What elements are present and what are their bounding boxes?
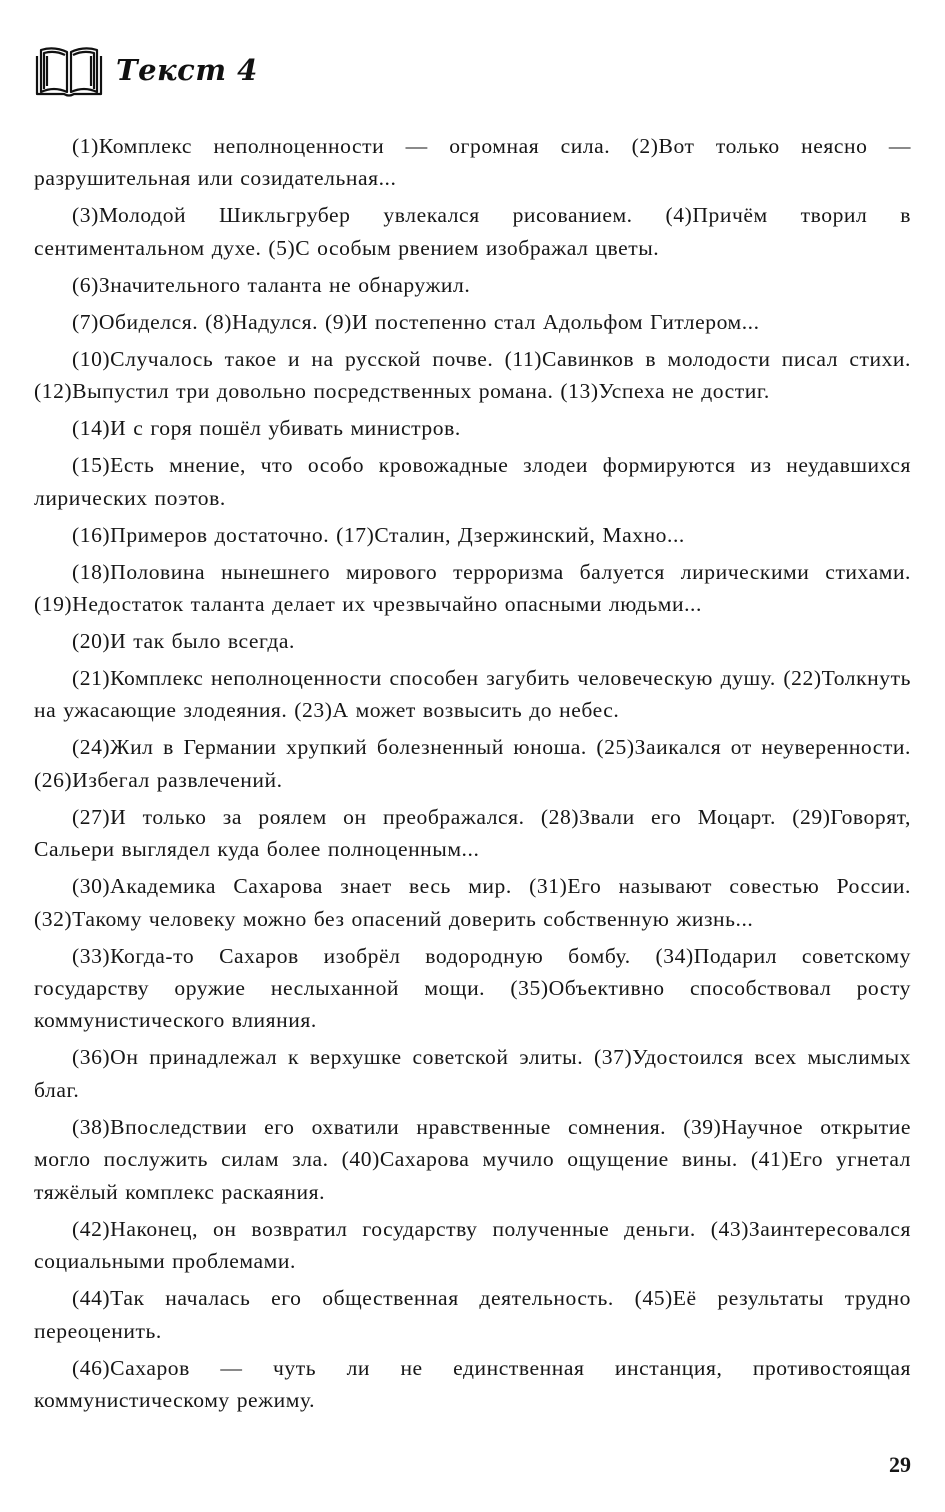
- paragraph: (30)Академика Сахарова знает весь мир. (31)Его называют совестью России. (32)Такому человеку можно без опасений доверить собственную жизнь...: [34, 874, 911, 931]
- page-number: 29: [889, 1452, 911, 1477]
- paragraph: (7)Обиделся. (8)Надулся. (9)И постепенно стал Адольфом Гитлером...: [72, 309, 760, 334]
- paragraph: (10)Случалось такое и на русской почве. (11)Савинков в молодости писал стихи. (12)Выпустил три довольно посредственных романа. (13)Успеха не достиг.: [34, 346, 911, 404]
- paragraph: (38)Впоследствии его охватили нравственные сомнения. (39)Научное открытие могло послужить силам зла. (40)Сахарова мучило ощущение вины. (41)Его угнетал тяжёлый комплекс раскаяния.: [34, 1114, 911, 1204]
- paragraph: (24)Жил в Германии хрупкий болезненный юноша. (25)Заикался от неуверенности. (26)Избегал развлечений.: [34, 735, 911, 792]
- paragraph: (33)Когда-то Сахаров изобрёл водородную бомбу. (34)Подарил советскому государству оружие неслыханной мощи. (35)Объективно способствовал росту коммунистического влияния.: [34, 943, 911, 1033]
- text-header: [34, 40, 258, 100]
- paragraph: (44)Так началась его общественная деятельность. (45)Её результаты трудно переоценить.: [34, 1286, 911, 1343]
- paragraph: (21)Комплекс неполноценности способен загубить человеческую душу. (22)Толкнуть на ужасающие злодеяния. (23)А может возвысить до небес.: [34, 666, 911, 723]
- paragraph: (1)Комплекс неполноценности — огромная сила. (2)Вот только неясно — разрушительная или созидательная...: [34, 134, 911, 191]
- paragraph: (20)И так было всегда.: [72, 629, 295, 654]
- paragraph: (6)Значительного таланта не обнаружил.: [72, 272, 471, 297]
- text-title: Текст 4: [116, 53, 258, 87]
- paragraph: (27)И только за роялем он преображался. (28)Звали его Моцарт. (29)Говорят, Сальери выглядел куда более полноценным...: [34, 804, 911, 862]
- paragraph: (3)Молодой Шикльгрубер увлекался рисованием. (4)Причём творил в сентиментальном духе. (5)С особым рвением изображал цветы.: [34, 203, 911, 260]
- paragraph: (18)Половина нынешнего мирового терроризма балуется лирическими стихами. (19)Недостаток таланта делает их чрезвычайно опасными людьми...: [34, 559, 911, 617]
- open-book-icon: [34, 42, 104, 98]
- paragraph: (42)Наконец, он возвратил государству полученные деньги. (43)Заинтересовался социальными проблемами.: [34, 1216, 911, 1274]
- paragraph: (16)Примеров достаточно. (17)Сталин, Дзержинский, Махно...: [72, 522, 685, 547]
- paragraph: (46)Сахаров — чуть ли не единственная инстанция, противостоящая коммунистическому режиму.: [34, 1355, 911, 1412]
- paragraph: (15)Есть мнение, что особо кровожадные злодеи формируются из неудавшихся лирических поэтов.: [34, 453, 911, 510]
- paragraph: (36)Он принадлежал к верхушке советской элиты. (37)Удостоился всех мыслимых благ.: [34, 1045, 911, 1102]
- text-body: [34, 130, 911, 1421]
- paragraph: (14)И с горя пошёл убивать министров.: [72, 416, 461, 441]
